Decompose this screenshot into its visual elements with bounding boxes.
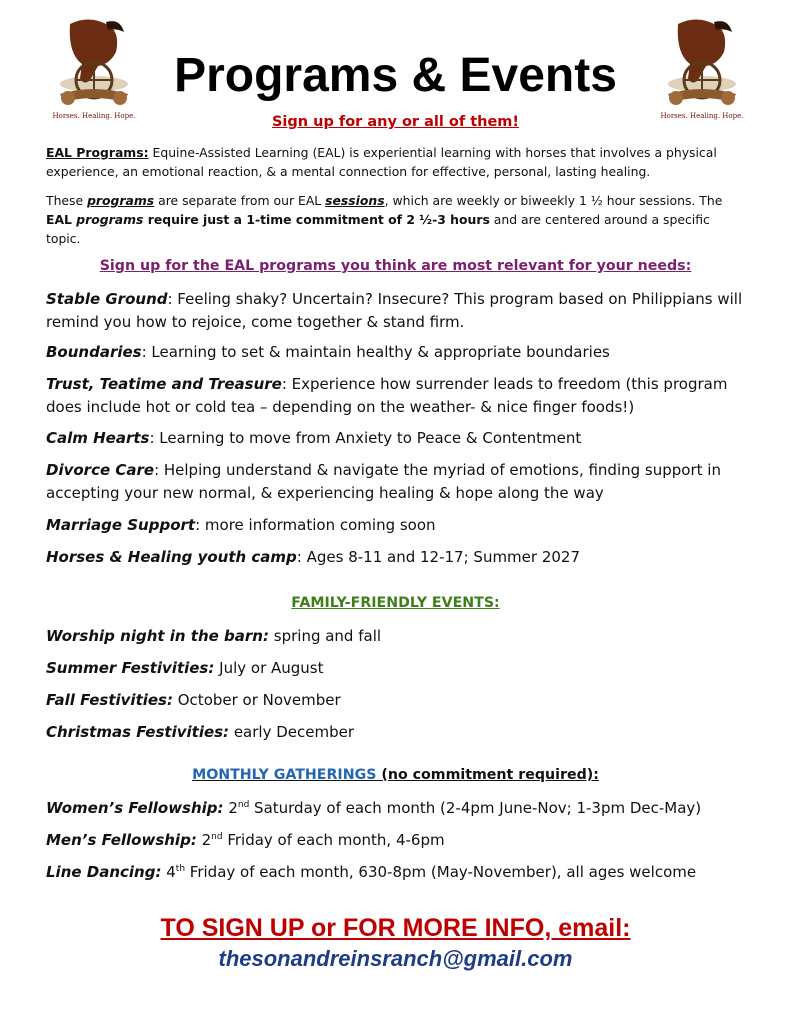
page-subtitle: Sign up for any or all of them!	[271, 114, 520, 130]
note-sessions-word: sessions	[325, 193, 385, 208]
monthly-item	[46, 829, 751, 852]
eal-intro-label: EAL Programs:	[46, 145, 149, 160]
event-name: Summer Festivities:	[46, 659, 215, 677]
monthly-heading-rest: (no commitment required):	[376, 767, 599, 783]
eal-intro	[46, 143, 746, 181]
gathering-name: Line Dancing:	[46, 863, 162, 881]
note-commitment: require just a 1-time commitment of 2 ½-3 hours	[143, 212, 490, 227]
program-name: Trust, Teatime and Treasure	[46, 375, 282, 393]
signup-call-to-action: TO SIGN UP or FOR MORE INFO, email:	[160, 914, 631, 942]
event-desc: October or November	[172, 691, 341, 709]
family-event-item	[46, 721, 751, 744]
program-item	[46, 427, 751, 450]
logo-tagline: Horses. Healing. Hope.	[660, 112, 744, 120]
event-name: Worship night in the barn:	[46, 627, 269, 645]
gathering-name: Men’s Fellowship:	[46, 831, 197, 849]
program-desc: : Experience how surrender leads to freedom (this program does include hot or cold tea – depending on the weather- & nice finger foods!)	[46, 375, 728, 416]
programs-note	[46, 191, 746, 248]
contact-email-link[interactable]: thesonandreinsranch@gmail.com	[218, 946, 573, 971]
program-item	[46, 373, 751, 419]
program-desc: : Feeling shaky? Uncertain? Insecure? This program based on Philippians will remind you how to rejoice, come together & stand firm.	[46, 290, 743, 331]
note-eal-word: EAL	[46, 212, 77, 227]
program-name: Divorce Care	[46, 461, 155, 479]
program-item	[46, 459, 751, 505]
program-name: Boundaries	[46, 343, 142, 361]
programs-heading: Sign up for the EAL programs you think are most relevant for your needs:	[99, 258, 692, 274]
logo-tagline: Horses. Healing. Hope.	[52, 112, 136, 120]
gathering-text: 2	[196, 831, 212, 849]
note-text: and are centered around a specific topic.	[46, 212, 710, 246]
program-desc: : Helping understand & navigate the myriad of emotions, finding support in accepting your new normal, & experiencing healing & hope along the way	[46, 461, 721, 502]
program-item	[46, 546, 751, 569]
note-programs-word: programs	[87, 193, 155, 208]
event-desc: early December	[229, 723, 355, 741]
gathering-text: 2	[223, 799, 238, 817]
program-desc: : Learning to move from Anxiety to Peace & Contentment	[149, 429, 582, 447]
family-event-item	[46, 689, 751, 712]
note-text: These	[46, 193, 88, 208]
program-desc: : Ages 8-11 and 12-17; Summer 2027	[296, 548, 581, 566]
gathering-text: 4	[161, 863, 176, 881]
program-name: Calm Hearts	[46, 429, 150, 447]
note-text: , which are weekly or biweekly 1 ½ hour sessions. The	[384, 193, 723, 208]
program-name: Marriage Support	[46, 516, 196, 534]
program-item	[46, 341, 751, 364]
page-title: Programs & Events	[174, 49, 617, 102]
gathering-name: Women’s Fellowship:	[46, 799, 224, 817]
gathering-text: Friday of each month, 4-6pm	[222, 831, 445, 849]
note-programs-word: programs	[76, 212, 144, 227]
gathering-text: Saturday of each month (2-4pm June-Nov; 1-3pm Dec-May)	[249, 799, 702, 817]
ordinal-suffix: nd	[211, 832, 223, 842]
family-events-heading: FAMILY-FRIENDLY EVENTS:	[291, 595, 500, 611]
program-name: Horses & Healing youth camp	[46, 548, 297, 566]
gathering-text: Friday of each month, 630-8pm (May-November), all ages welcome	[185, 863, 697, 881]
program-desc: : Learning to set & maintain healthy & appropriate boundaries	[141, 343, 610, 361]
ordinal-suffix: th	[175, 864, 186, 874]
eal-intro-text: Equine-Assisted Learning (EAL) is experiential learning with horses that involves a physical experience, an emotional reaction, & a mental connection for effective, personal, lasting healing.	[46, 145, 717, 179]
note-text: are separate from our EAL	[154, 193, 326, 208]
event-desc: spring and fall	[269, 627, 382, 645]
monthly-heading-main: MONTHLY GATHERINGS	[192, 767, 377, 783]
program-name: Stable Ground	[46, 290, 168, 308]
event-name: Fall Festivities:	[46, 691, 173, 709]
program-desc: : more information coming soon	[195, 516, 436, 534]
program-item	[46, 514, 751, 537]
program-item	[46, 288, 751, 334]
monthly-gatherings-heading	[0, 767, 791, 783]
monthly-item	[46, 861, 751, 884]
ordinal-suffix: nd	[237, 800, 250, 810]
monthly-item	[46, 797, 751, 820]
event-desc: July or August	[214, 659, 324, 677]
family-event-item	[46, 625, 751, 648]
family-event-item	[46, 657, 751, 680]
event-name: Christmas Festivities:	[46, 723, 230, 741]
